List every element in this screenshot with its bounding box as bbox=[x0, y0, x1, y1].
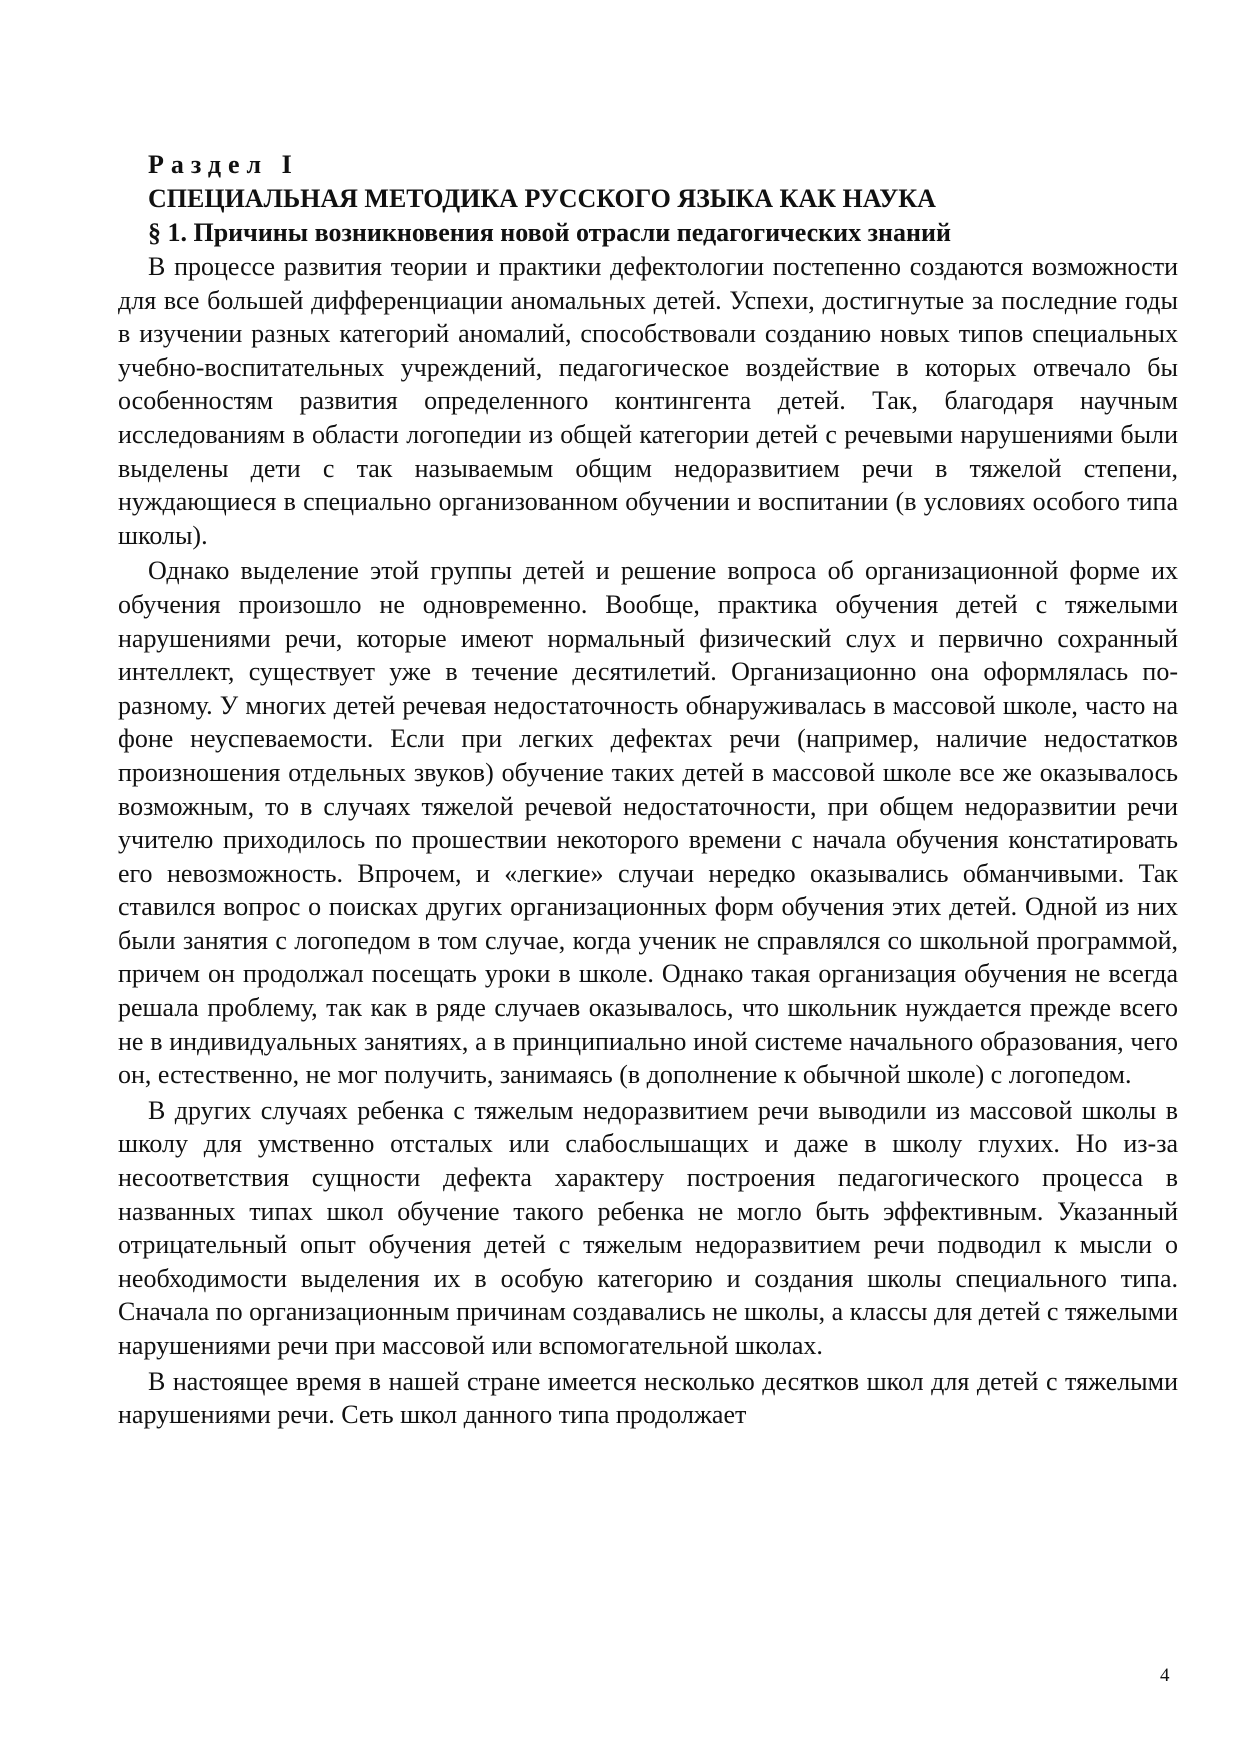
section-label: Раздел I bbox=[148, 150, 299, 179]
page-content bbox=[118, 148, 1178, 1434]
section-title: СПЕЦИАЛЬНАЯ МЕТОДИКА РУССКОГО ЯЗЫКА КАК НАУКА bbox=[148, 184, 936, 213]
paragraph-title: § 1. Причины возникновения новой отрасли педагогических знаний bbox=[148, 218, 951, 247]
body-paragraph-1: В процессе развития теории и практики дефектологии постепенно создаются возможности для все большей дифференциации аномальных детей. Успехи, достигнутые за последние годы в изучении разных категорий аномалий, способствовали созданию новых типов специальных учебно-воспитательных учреждений, педагогическое воздействие в которых отвечало бы особенностям развития определенного контингента детей. Так, благодаря научным исследованиям в области логопедии из общей категории детей с речевыми нарушениями были выделены дети с так называемым общим недоразвитием речи в тяжелой степени, нуждающиеся в специально организованном обучении и воспитании (в условиях особого типа школы). bbox=[118, 252, 1178, 550]
body-paragraph-4: В настоящее время в нашей стране имеется несколько десятков школ для детей с тяжелыми нарушениями речи. Сеть школ данного типа продолжает bbox=[118, 1366, 1178, 1430]
body-paragraph-3: В других случаях ребенка с тяжелым недоразвитием речи выводили из массовой школы в школу для умственно отсталых или слабослышащих и даже в школу глухих. Но из-за несоответствия сущности дефекта характеру построения педагогического процесса в названных типах школ обучение такого ребенка не могло быть эффективным. Указанный отрицательный опыт обучения детей с тяжелым недоразвитием речи подводил к мысли о необходимости выделения их в особую категорию и создания школы специального типа. Сначала по организационным причинам создавались не школы, а классы для детей с тяжелыми нарушениями речи при массовой или вспомогательной школах. bbox=[118, 1095, 1178, 1360]
body-paragraph-2: Однако выделение этой группы детей и решение вопроса об организационной форме их обучения произошло не одновременно. Вообще, практика обучения детей с тяжелыми нарушениями речи, которые имеют нормальный физический слух и первично сохранный интеллект, существует уже в течение десятилетий. Организационно она оформлялась по-разному. У многих детей речевая недостаточность обнаруживалась в массовой школе, часто на фоне неуспеваемости. Если при легких дефектах речи (например, наличие недостатков произношения отдельных звуков) обучение таких детей в массовой школе все же оказывалось возможным, то в случаях тяжелой речевой недостаточности, при общем недоразвитии речи учителю приходилось по прошествии некоторого времени с начала обучения констатировать его невозможность. Впрочем, и «легкие» случаи нередко оказывались обманчивыми. Так ставился вопрос о поисках других организационных форм обучения этих детей. Одной из них были занятия с логопедом в том случае, когда ученик не справлялся со школьной программой, причем он продолжал посещать уроки в школе. Однако такая организация обучения не всегда решала проблему, так как в ряде случаев оказывалось, что школьник нуждается прежде всего не в индивидуальных занятиях, а в принципиально иной системе начального образования, чего он, естественно, не мог получить, занимаясь (в дополнение к обычной школе) с логопедом. bbox=[118, 556, 1178, 1090]
page-number: 4 bbox=[1160, 1665, 1170, 1686]
